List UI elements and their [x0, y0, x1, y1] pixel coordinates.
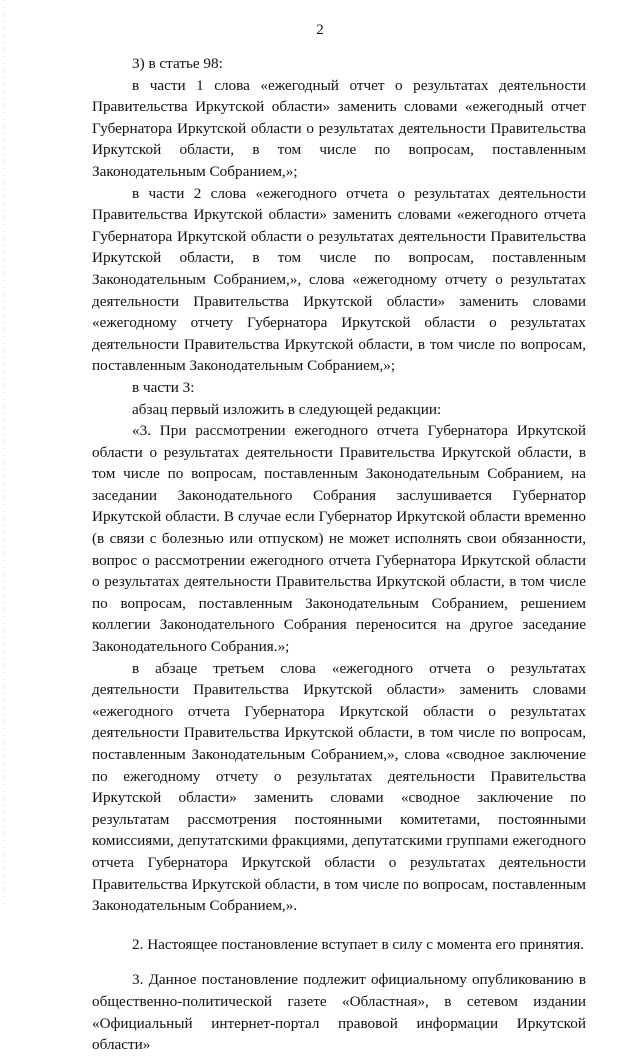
spacer [92, 955, 586, 969]
paragraph-part-1: в части 1 слова «ежегодный отчет о результатах деятельности Правительства Иркутской области» заменить словами «ежегодный отчет Губернатора Иркутской области о результатах деятельности Правительства Иркутской области, в том числе по вопросам, поставленным Законодательным Собранием,»; [92, 76, 586, 180]
paragraph-part-2: в части 2 слова «ежегодного отчета о результатах деятельности Правительства Иркутской области» заменить словами «ежегодного отчета Губернатора Иркутской области о результатах деятельности Правительства Иркутской области, в том числе по вопросам, поставленным Законодательным Собранием,», слова «ежегодному отчету о результатах деятельности Правительства Иркутской области» заменить словами «ежегодному отчету Губернатора Иркутской области о результатах деятельности Правительства Иркутской области, в том числе по вопросам, поставленным Законодательным Собранием,»; [92, 184, 586, 375]
spacer [92, 917, 586, 934]
paragraph-part-3: в части 3: [132, 378, 195, 396]
document-body [92, 53, 586, 1056]
paragraph-article-98: 3) в статье 98: [132, 55, 223, 72]
paragraph-third-abzac: в абзаце третьем слова «ежегодного отчета о результатах деятельности Правительства Иркутской области» заменить словами «ежегодного отчета Губернатора Иркутской области о результатах деятельности Правительства Иркутской области, в том числе по вопросам, поставленным Законодательным Собранием,», слова «сводное заключение по ежегодному отчету о результатах деятельности Правительства Иркутской области» заменить словами «сводное заключение по результатам рассмотрения постоянными комитетами, постоянными комиссиями, депутатскими фракциями, депутатскими группами ежегодного отчета Губернатора Иркутской области о результатах деятельности Правительства Иркутской области, в том числе по вопросам, поставленным Законодательным Собранием,». [92, 659, 586, 915]
paragraph-first-abzac: абзац первый изложить в следующей редакции: [132, 400, 442, 418]
paragraph-item-3: 3. Данное постановление подлежит официальному опубликованию в общественно-политической газете «Областная», в сетевом издании «Официальный интернет-портал правовой информации Иркутской области» [92, 971, 586, 1054]
paragraph-new-wording: «3. При рассмотрении ежегодного отчета Губернатора Иркутской области о результатах деятельности Правительства Иркутской области, в том числе по вопросам, поставленным Законодательным Собранием, на заседании Законодательного Собрания заслушивается Губернатор Иркутской области. В случае если Губернатор Иркутской области временно (в связи с болезнью или отпуском) не может исполнять свои обязанности, вопрос о рассмотрении ежегодного отчета Губернатора Иркутской области о результатах деятельности Правительства Иркутской области, в том числе по вопросам, поставленным Законодательным Собранием, решением коллегии Законодательного Собрания переносится на другое заседание Законодательного Собрания.»; [92, 422, 586, 656]
scan-edge-marks [2, 0, 5, 905]
paragraph-item-2: 2. Настоящее постановление вступает в силу с момента его принятия. [132, 935, 585, 953]
page-number: 2 [316, 22, 324, 38]
